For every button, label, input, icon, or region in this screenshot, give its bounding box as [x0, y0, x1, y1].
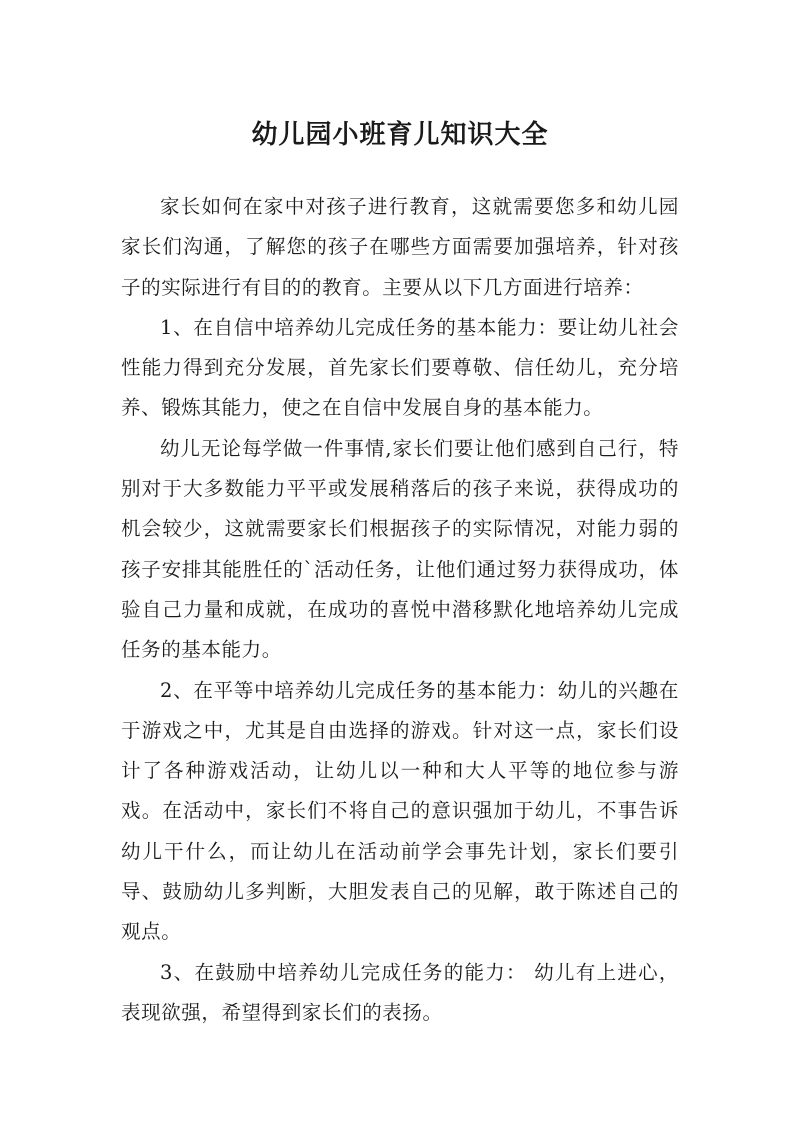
document-body [121, 187, 679, 1033]
paragraph-point-2: 2、在平等中培养幼儿完成任务的基本能力：幼儿的兴趣在于游戏之中，尤其是自由选择的游戏。针对这一点，家长们设计了各种游戏活动，让幼儿以一种和大人平等的地位参与游戏。在活动中，家长们不将自己的意识强加于幼儿，不事告诉幼儿干什么，而让幼儿在活动前学会事先计划，家长们要引导、鼓励幼儿多判断，大胆发表自己的见解，敢于陈述自己的观点。 [121, 678, 679, 944]
paragraph-intro: 家长如何在家中对孩子进行教育，这就需要您多和幼儿园家长们沟通，了解您的孩子在哪些方面需要加强培养，针对孩子的实际进行有目的的教育。主要从以下几方面进行培养： [121, 195, 679, 299]
paragraph-point-1-detail: 幼儿无论每学做一件事情,家长们要让他们感到自己行，特别对于大多数能力平平或发展稍落后的孩子来说，获得成功的机会较少，这就需要家长们根据孩子的实际情况，对能力弱的孩子安排其能胜任的`活动任务，让他们通过努力获得成功，体验自己力量和成就，在成功的喜悦中潜移默化地培养幼儿完成任务的基本能力。 [121, 436, 679, 662]
paragraph-point-1: 1、在自信中培养幼儿完成任务的基本能力：要让幼儿社会性能力得到充分发展，首先家长们要尊敬、信任幼儿，充分培养、锻炼其能力，使之在自信中发展自身的基本能力。 [121, 315, 679, 420]
page-title: 幼儿园小班育儿知识大全 [251, 120, 549, 151]
paragraph-point-3: 3、在鼓励中培养幼儿完成任务的能力： 幼儿有上进心，表现欲强，希望得到家长们的表扬。 [121, 960, 679, 1024]
